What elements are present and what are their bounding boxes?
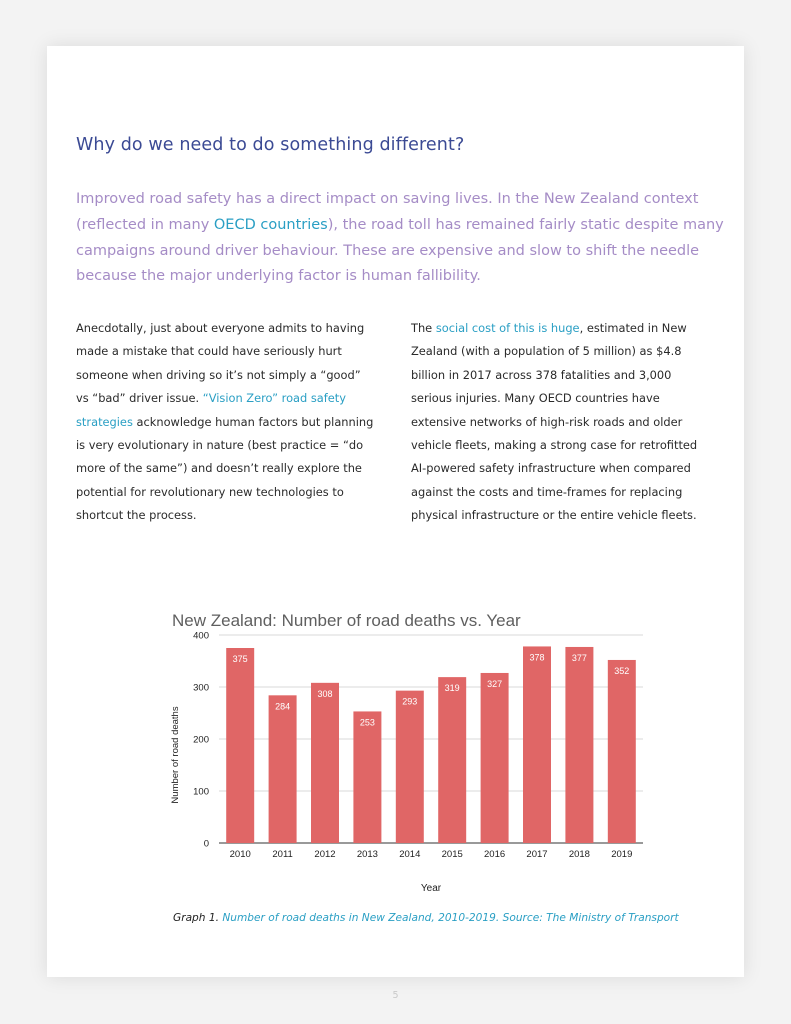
bar: [438, 677, 466, 843]
road-deaths-chart: [165, 601, 665, 901]
lead-text-1: Improved road safety has a direct impact on saving lives. In the New Zealand context (reflected in many: [76, 191, 699, 233]
x-tick-label: 2015: [441, 849, 463, 860]
y-tick-label: 0: [203, 838, 209, 850]
x-tick-label: 2012: [314, 849, 336, 860]
x-tick-label: 2018: [568, 849, 590, 860]
y-tick-label: 100: [193, 786, 209, 798]
bar: [481, 673, 509, 843]
right-text-2: , estimated in New Zealand (with a population of 5 million) as $4.8 billion in 2017 across 378 fatalities and 3,000 serious injuries. Many OECD countries have extensive networks of high-risk roads and older vehicle fleets, making a strong case for retrofitted AI-powered safety infrastructure when compared against the costs and time-frames for replacing physical infrastructure or the entire vehicle fleets.: [411, 321, 698, 523]
bar-value-label: 327: [487, 678, 503, 689]
bar-value-label: 308: [317, 688, 333, 699]
x-tick-label: 2019: [611, 849, 633, 860]
bar: [396, 691, 424, 843]
bar-value-label: 284: [275, 701, 291, 712]
chart-title: New Zealand: Number of road deaths vs. Year: [172, 611, 521, 630]
y-tick-label: 200: [193, 734, 209, 746]
bar: [226, 648, 254, 843]
bar: [523, 646, 551, 843]
x-tick-label: 2013: [356, 849, 378, 860]
y-tick-label: 400: [193, 630, 209, 642]
vision-zero-link[interactable]: “Vision Zero” road safety strategies: [76, 391, 347, 429]
x-tick-label: 2010: [229, 849, 251, 860]
x-tick-label: 2014: [399, 849, 421, 860]
oecd-countries-link[interactable]: OECD countries: [213, 216, 328, 233]
x-tick-label: 2017: [526, 849, 548, 860]
left-text-1: Anecdotally, just about everyone admits to having made a mistake that could have seriously hurt someone when driving so it’s not simply a “good” vs “bad” driver issue.: [76, 321, 365, 406]
social-cost-link[interactable]: social cost of this is huge: [435, 321, 580, 335]
bar-value-label: 352: [614, 665, 630, 676]
caption-prefix: Graph 1.: [173, 912, 223, 924]
bar-value-label: 377: [571, 652, 587, 663]
lead-text-2: ), the road toll has remained fairly static despite many campaigns around driver behaviour. These are expensive and slow to shift the needle because the major underlying factor is human fallibility.: [76, 216, 724, 285]
y-tick-label: 300: [193, 682, 209, 694]
bar: [353, 711, 381, 843]
bar-value-label: 375: [232, 654, 248, 664]
left-text-2: acknowledge human factors but planning is very evolutionary in nature (best practice = “do more of the same”) and doesn’t really explore the potential for revolutionary new technologies to shortcut the process.: [76, 414, 374, 523]
lead-paragraph: [76, 187, 726, 290]
chart-svg: [165, 601, 665, 901]
left-column-paragraph: [76, 317, 376, 528]
bar-value-label: 293: [402, 696, 418, 707]
bar-value-label: 378: [529, 652, 545, 663]
right-column-paragraph: [411, 317, 711, 528]
section-heading: Why do we need to do something different?: [76, 135, 465, 155]
page-number: 5: [392, 990, 399, 1001]
x-axis-title: Year: [420, 883, 442, 894]
bar: [565, 647, 593, 843]
document-page: [47, 46, 744, 977]
chart-caption: [173, 912, 733, 924]
bar: [269, 695, 297, 843]
caption-source-link[interactable]: Number of road deaths in New Zealand, 2010-2019. Source: The Ministry of Transport: [222, 912, 679, 924]
bar: [608, 660, 636, 843]
x-tick-label: 2016: [484, 849, 506, 860]
bar-value-label: 253: [359, 717, 375, 728]
y-axis-title: Number of road deaths: [170, 706, 181, 804]
right-text-1: The: [411, 321, 436, 335]
bar: [311, 683, 339, 843]
bar-value-label: 319: [444, 683, 460, 694]
x-tick-label: 2011: [272, 849, 293, 860]
